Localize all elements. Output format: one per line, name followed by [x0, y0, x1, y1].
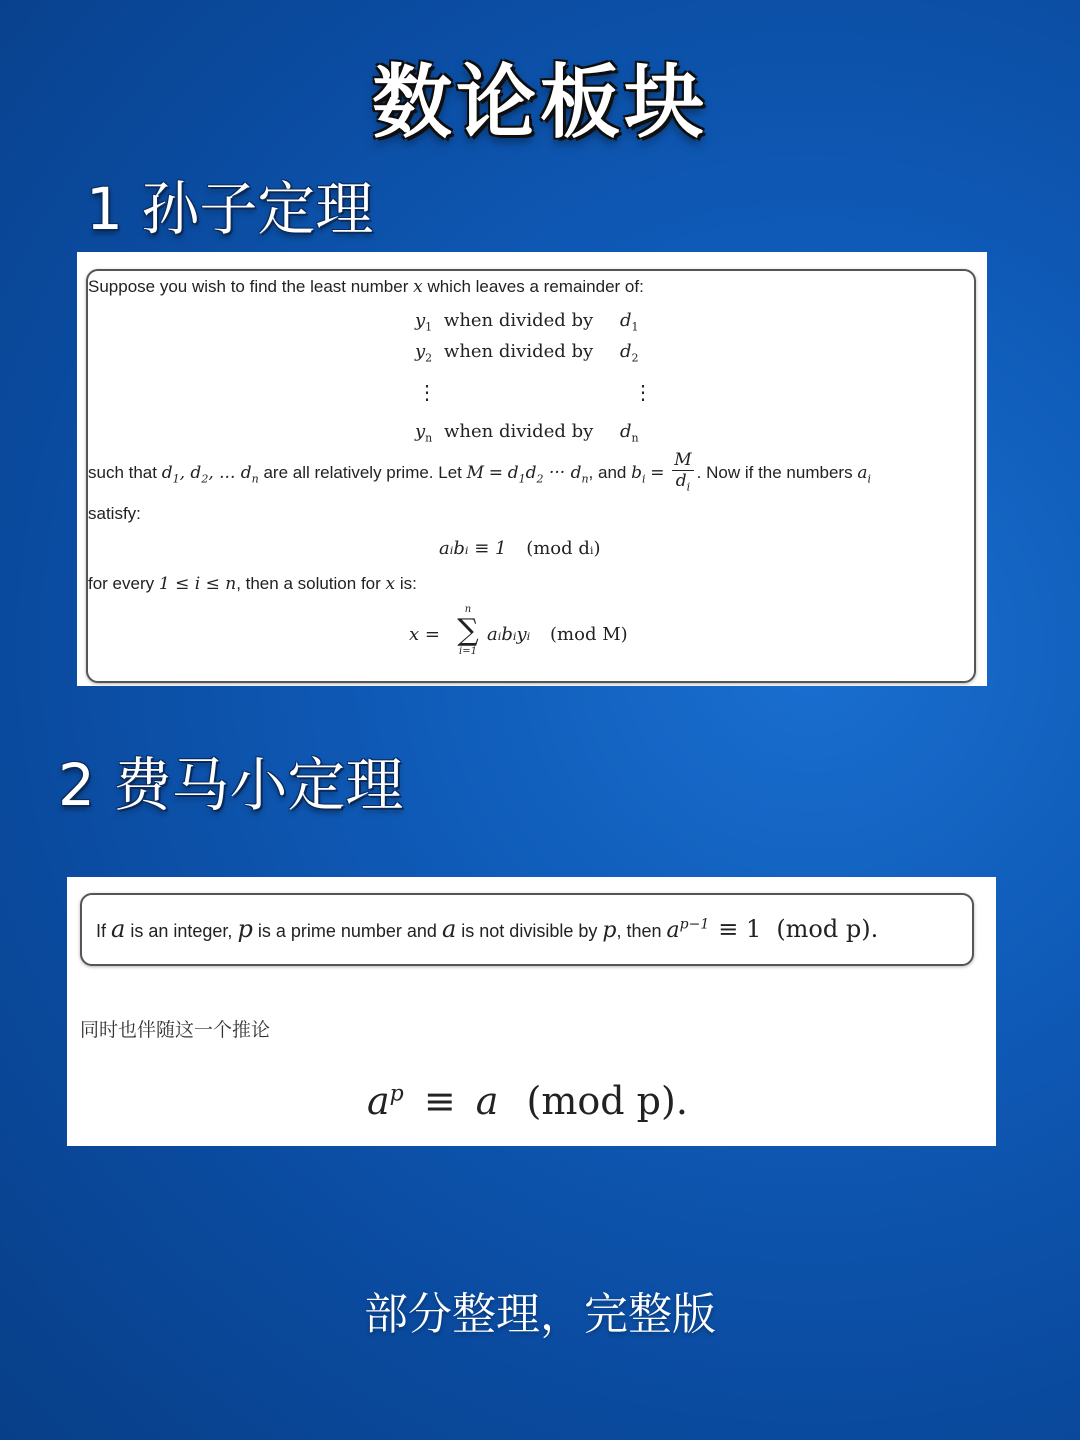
crt-condition-line: such that $d_1$, $d_2$, ... $d_n$ are all relatively prime. Let $M = d_1d_2$ ··· $d_n$, and $b_i$ = $\frac{M}{d_i}$ . Now if the numbers $a_i$ — [88, 450, 871, 494]
fermat-theorem: If a is an integer, p is a prime number and a is not divisible by p, then $a^{p-1} \equiv 1$ (mod p). — [96, 915, 879, 943]
crt-row-1-divisor: $d_1$ — [620, 310, 639, 334]
crt-vdots-right: ⋮ — [633, 380, 653, 404]
corollary-formula: $a^p \equiv a$ (mod p). — [367, 1079, 688, 1123]
section-heading-fermat: 2 费马小定理 — [58, 751, 404, 819]
footer-caption: 部分整理，完整版 — [364, 1289, 716, 1340]
crt-panel — [77, 252, 987, 686]
crt-row-2: $y_2$ when divided by — [415, 341, 594, 365]
crt-sigma: n ∑ i=1 — [457, 604, 479, 657]
page-title: 数论板块 — [372, 56, 708, 149]
crt-satisfy: satisfy: — [88, 504, 141, 523]
fermat-panel — [67, 877, 996, 1146]
crt-for-every: for every 1 ≤ i ≤ n, then a solution for x is: — [88, 574, 417, 594]
crt-row-2-divisor: $d_2$ — [620, 341, 639, 365]
section-heading-crt: 1 孙子定理 — [86, 175, 374, 243]
crt-row-n-divisor: $d_n$ — [620, 421, 639, 445]
crt-row-n: $y_n$ when divided by — [415, 421, 594, 445]
crt-congruence: aᵢbᵢ ≡ 1 (mod dᵢ) — [439, 538, 601, 559]
corollary-label: 同时也伴随这一个推论 — [80, 1019, 271, 1041]
crt-solution-lhs: x = — [409, 624, 440, 645]
crt-solution-body: aᵢbᵢyᵢ (mod M) — [487, 624, 628, 645]
crt-intro: Suppose you wish to find the least number x which leaves a remainder of: — [88, 277, 644, 297]
crt-row-1: $y_1$ when divided by — [415, 310, 594, 334]
crt-vdots-left: ⋮ — [417, 380, 437, 404]
